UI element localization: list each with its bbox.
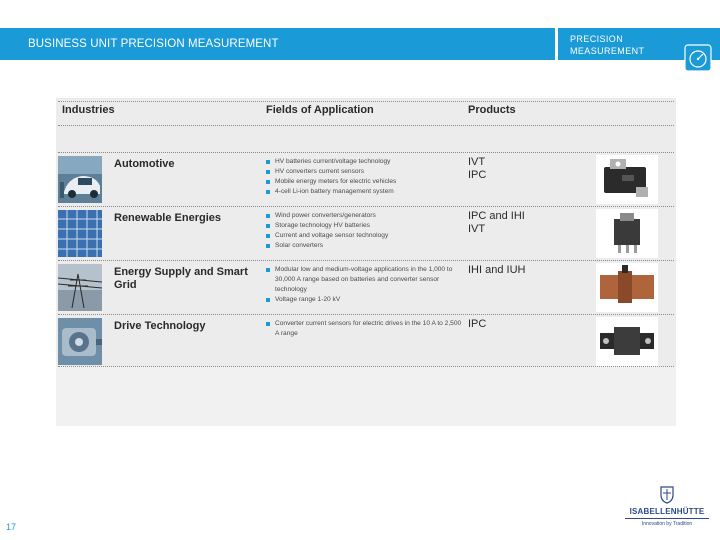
industry-name: Drive Technology [114,320,206,332]
product-ihi-image [596,263,658,312]
product-ivt-image [596,155,658,204]
product-ipc-image [596,209,658,258]
list-item: Storage technology HV batteries [266,221,462,231]
divider [625,518,709,519]
motor-icon [58,318,102,365]
logo-name: ISABELLENHÜTTE [629,507,705,516]
list-item: HV batteries current/voltage technology [266,157,462,167]
isabellenhutte-logo [624,484,710,530]
list-item: 4-cell Li-ion battery management system [266,187,462,197]
list-item: Current and voltage sensor technology [266,231,462,241]
list-item: Solar converters [266,241,462,251]
divider [58,152,674,153]
column-header-fields: Fields of Application [266,104,374,116]
divider [58,206,674,207]
header-right-label-line1: PRECISION [570,34,624,44]
industry-name: Energy Supply and Smart Grid [114,266,248,291]
products-label: IPC [468,318,487,330]
divider [58,260,674,261]
products-label: IHI and IUH [468,264,526,276]
list-item: Voltage range 1-20 kV [266,295,462,305]
products-label: IPC and IHI IVT [468,210,525,235]
car-icon [58,156,102,203]
list-item: Modular low and medium-voltage applications in the 1,000 to 30,000 A range based on batteries and converter sensor technology [266,265,462,295]
header-title: BUSINESS UNIT PRECISION MEASUREMENT [28,38,279,50]
divider [58,366,674,367]
industry-name: Automotive [114,158,175,170]
table-row [56,316,676,366]
table-row [56,154,676,204]
logo-tagline: Innovation by Tradition [641,521,693,527]
products-label: IVT IPC [468,156,487,181]
list-item: HV converters current sensors [266,167,462,177]
list-item: Wind power converters/generators [266,211,462,221]
header-right-label [570,33,670,57]
list-item: Mobile energy meters for electric vehicles [266,177,462,187]
fields-list [266,265,462,305]
crest-icon [657,484,677,504]
fields-list [266,319,462,339]
solar-panel-icon [58,210,102,257]
table-row [56,208,676,258]
industry-name: Renewable Energies [114,212,221,224]
header-right-label-line2: MEASUREMENT [570,46,645,56]
table-background [56,366,676,426]
column-header-products: Products [468,104,516,116]
fields-list [266,211,462,251]
table-row [56,262,676,312]
product-ipc-image [596,317,658,366]
divider [58,314,674,315]
applications-table [56,98,676,426]
page-number: 17 [6,522,17,532]
list-item: Converter current sensors for electric drives in the 10 A to 2,500 A range [266,319,462,339]
fields-list [266,157,462,197]
divider [58,101,674,102]
header-bar [0,28,555,60]
power-pylon-icon [58,264,102,311]
column-header-industries: Industries [62,104,115,116]
divider [58,125,674,126]
gauge-icon [684,44,712,72]
